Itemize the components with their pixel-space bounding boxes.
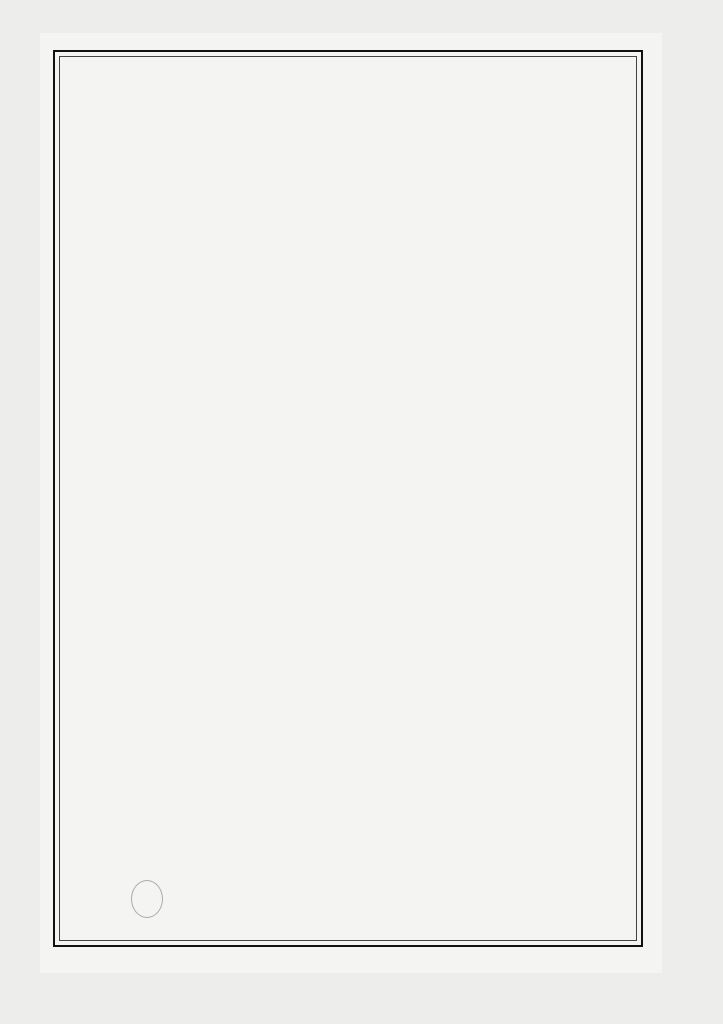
library-stamp	[131, 880, 163, 918]
